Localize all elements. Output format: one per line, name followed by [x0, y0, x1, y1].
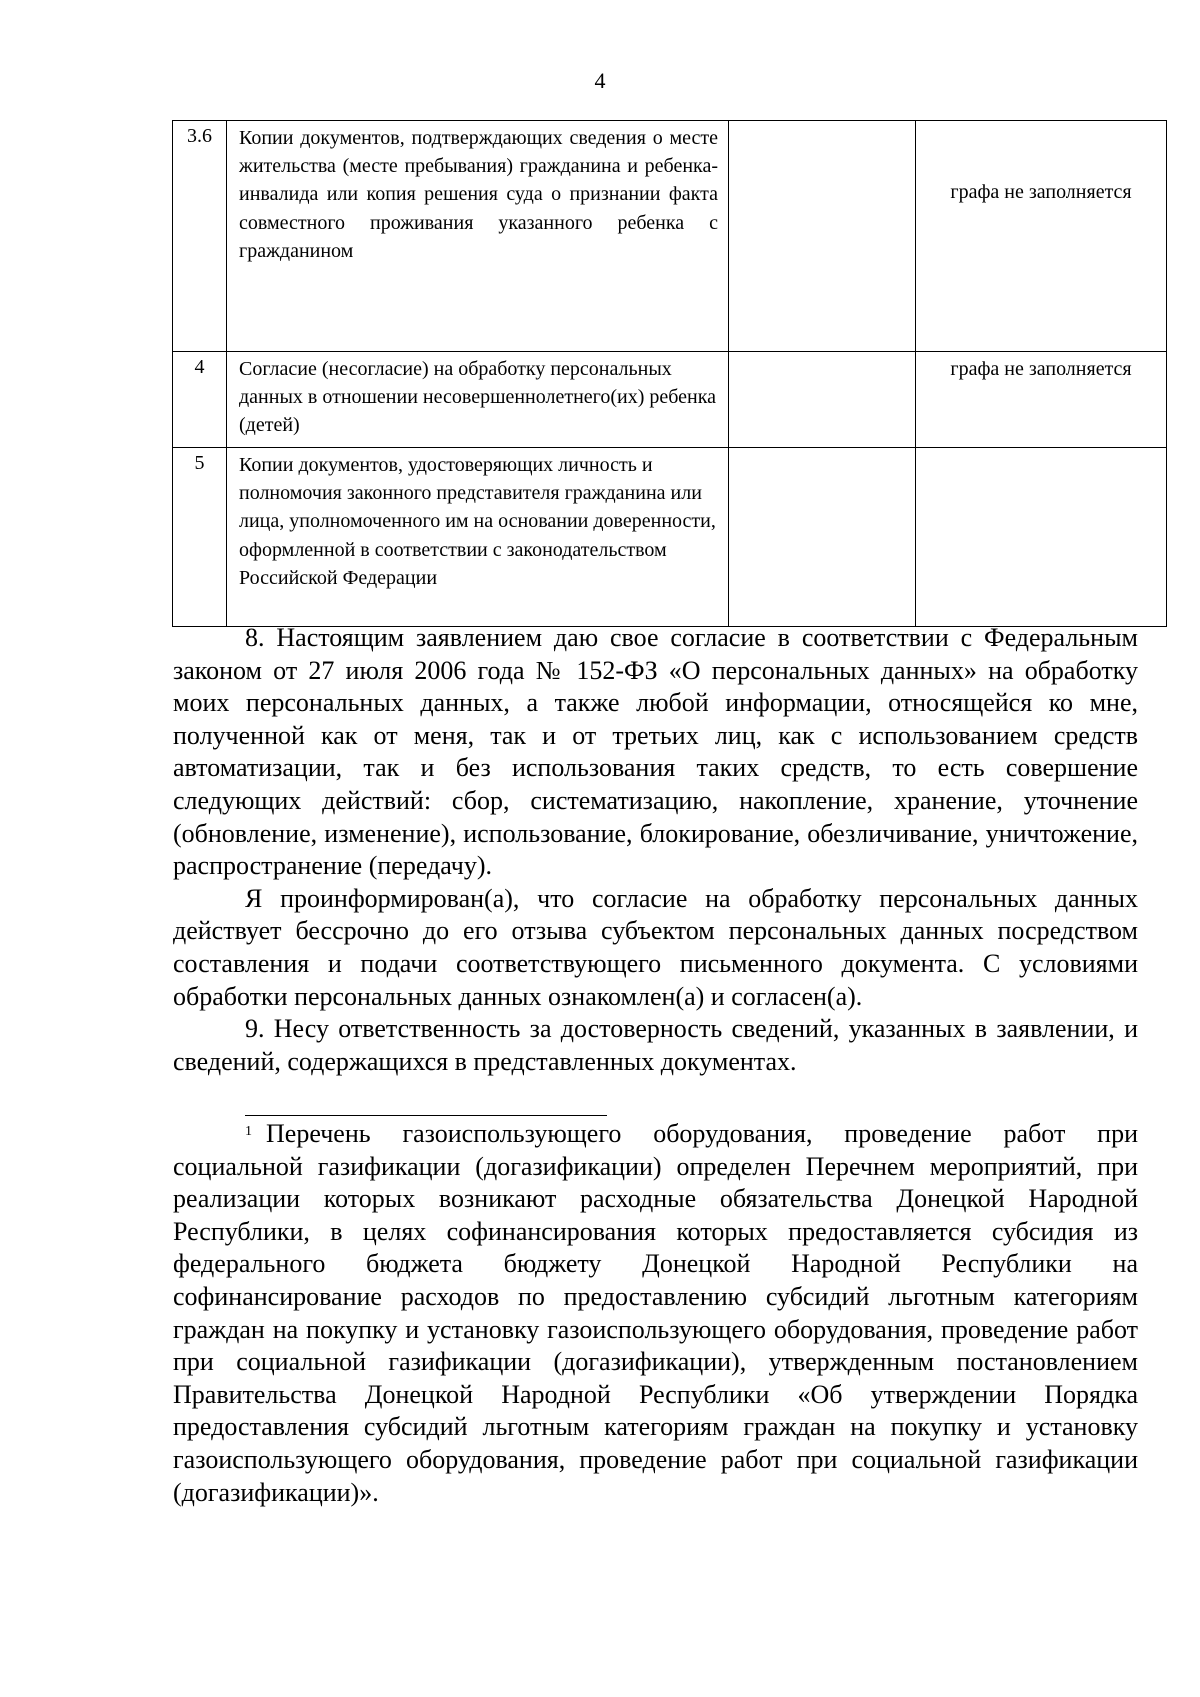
footnote-marker: 1 — [245, 1124, 252, 1139]
paragraph-8: 8. Настоящим заявлением даю свое согласие в соответствии с Федеральным законом от 27 июля 2006 года № 152-ФЗ «О персональных данных» на обработку моих персональных данных, а также любой информации, относящейся ко мне, полученной как от меня, так и от третьих лиц, как с использованием средств автоматизации, так и без использования таких средств, то есть совершение следующих действий: сбор, систематизацию, накопление, хранение, уточнение (обновление, изменение), использование, блокирование, обезличивание, уничтожение, распространение (передачу). — [173, 623, 1138, 881]
row-note — [916, 448, 1167, 627]
documents-table — [172, 120, 1167, 627]
row-number: 5 — [173, 448, 227, 627]
row-description: Согласие (несогласие) на обработку персональных данных в отношении несовершеннолетнего(их) ребенка (детей) — [227, 352, 729, 448]
table-row — [173, 448, 1167, 627]
footnote — [173, 1118, 1138, 1509]
footnote-divider — [245, 1115, 607, 1116]
row-number: 3.6 — [173, 121, 227, 352]
row-note: графа не заполняется — [916, 121, 1167, 352]
table-row — [173, 121, 1167, 352]
page-number: 4 — [594, 68, 606, 93]
row-note: графа не заполняется — [916, 352, 1167, 448]
empty-cell — [729, 352, 916, 448]
empty-cell — [729, 121, 916, 352]
paragraph-8-notice: Я проинформирован(а), что согласие на обработку персональных данных действует бессрочно до его отзыва субъектом персональных данных посредством составления и подачи соответствующего письменного документа. С условиями обработки персональных данных ознакомлен(а) и согласен(а). — [173, 883, 1138, 1011]
row-description: Копии документов, подтверждающих сведения о месте жительства (месте пребывания) гражданина и ребенка-инвалида или копия решения суда о признании факта совместного проживания указанного ребенка с гражданином — [227, 121, 729, 352]
footnote-text: Перечень газоиспользующего оборудования, проведение работ при социальной газификации (догазификации) определен Перечнем мероприятий, при реализации которых возникают расходные обязательства Донецкой Народной Республики, в целях софинансирования которых предоставляется субсидия из федерального бюджета бюджету Донецкой Народной Республики на софинансирование расходов по предоставлению субсидий льготным категориям граждан на покупку и установку газоиспользующего оборудования, проведение работ при социальной газификации (догазификации), утвержденным постановлением Правительства Донецкой Народной Республики «Об утверждении Порядка предоставления субсидий льготным категориям граждан на покупку и установку газоиспользующего оборудования, проведение работ при социальной газификации (догазификации)». — [173, 1119, 1138, 1507]
row-description: Копии документов, удостоверяющих личность и полномочия законного представителя гражданина или лица, уполномоченного им на основании доверенности, оформленной в соответствии с законодательством Российской Федерации — [227, 448, 729, 627]
table-row — [173, 352, 1167, 448]
paragraph-9: 9. Несу ответственность за достоверность сведений, указанных в заявлении, и сведений, содержащихся в представленных документах. — [173, 1014, 1138, 1076]
row-number: 4 — [173, 352, 227, 448]
consent-section — [173, 622, 1138, 1078]
empty-cell — [729, 448, 916, 627]
